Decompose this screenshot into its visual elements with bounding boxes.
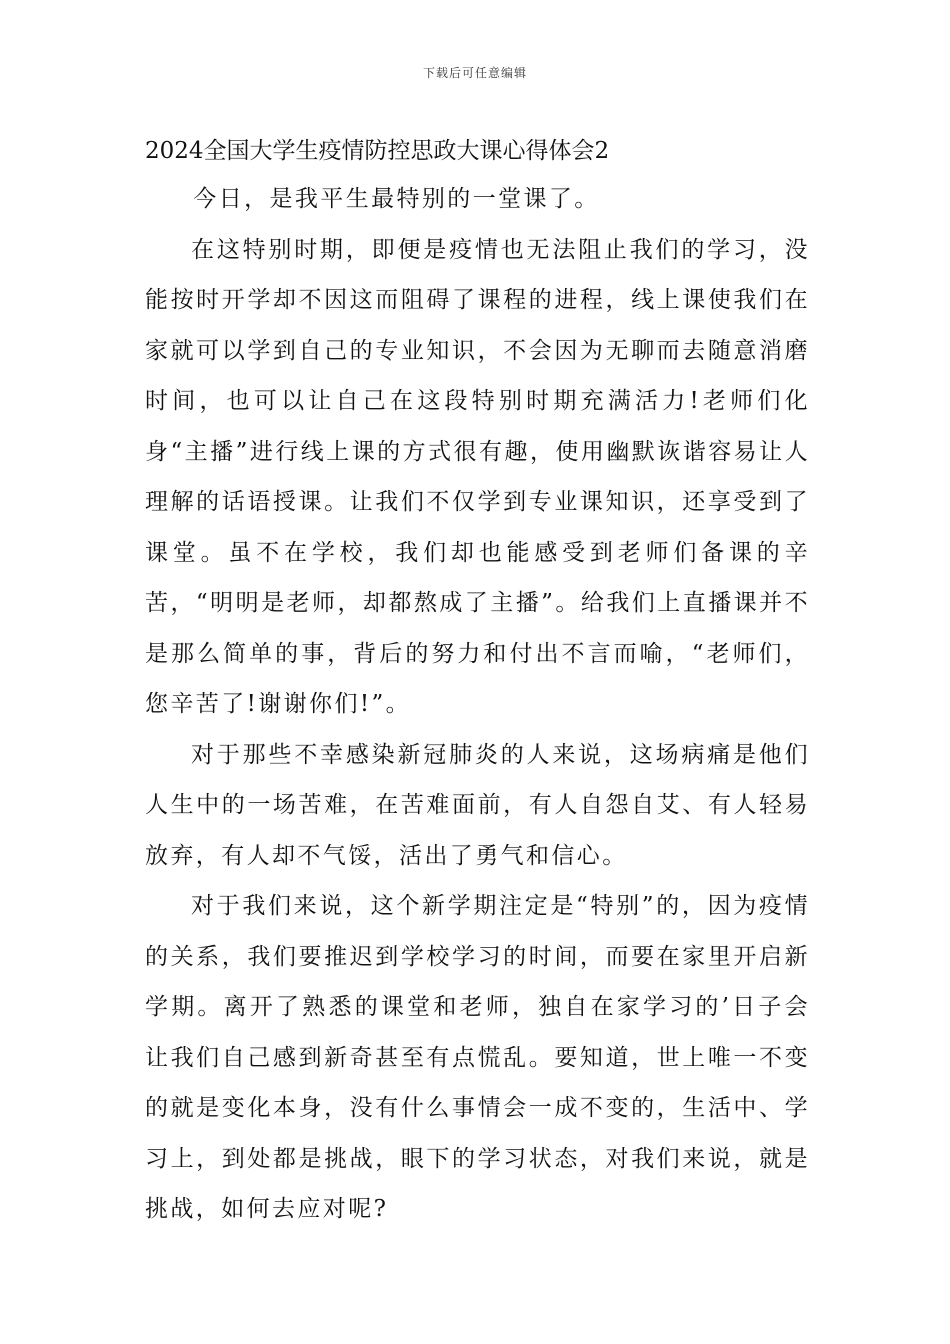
paragraph-2: 在这特别时期，即便是疫情也无法阻止我们的学习，没能按时开学却不因这而阻碍了课程的进程，线上课使我们在家就可以学到自己的专业知识，不会因为无聊而去随意消磨时间，也可以让自己在这段特别时期充满活力!老师们化身“主播”进行线上课的方式很有趣，使用幽默诙谐容易让人理解的话语授课。让我们不仅学到专业课知识，还享受到了课堂。虽不在学校，我们却也能感受到老师们备课的辛苦，“明明是老师，却都熬成了主播”。给我们上直播课并不是那么简单的事，背后的努力和付出不言而喻，“老师们，您辛苦了!谢谢你们!”。 [145,236,810,717]
header-note: 下载后可任意编辑 [422,66,527,80]
document-body [145,128,810,1235]
paragraph-4: 对于我们来说，这个新学期注定是“特别”的，因为疫情的关系，我们要推迟到学校学习的时间，而要在家里开启新学期。离开了熟悉的课堂和老师，独自在家学习的’日子会让我们自己感到新奇甚至有点慌乱。要知道，世上唯一不变的就是变化本身，没有什么事情会一成不变的，生活中、学习上，到处都是挑战，眼下的学习状态，对我们来说，就是挑战，如何去应对呢? [145,893,810,1222]
document-title: 2024全国大学生疫情防控思政大课心得体会2 [145,138,610,164]
paragraph-1: 今日，是我平生最特别的一堂课了。 [193,186,600,212]
paragraph-3: 对于那些不幸感染新冠肺炎的人来说，这场病痛是他们人生中的一场苦难，在苦难面前，有人自怨自艾、有人轻易放弃，有人却不气馁，活出了勇气和信心。 [145,741,810,869]
